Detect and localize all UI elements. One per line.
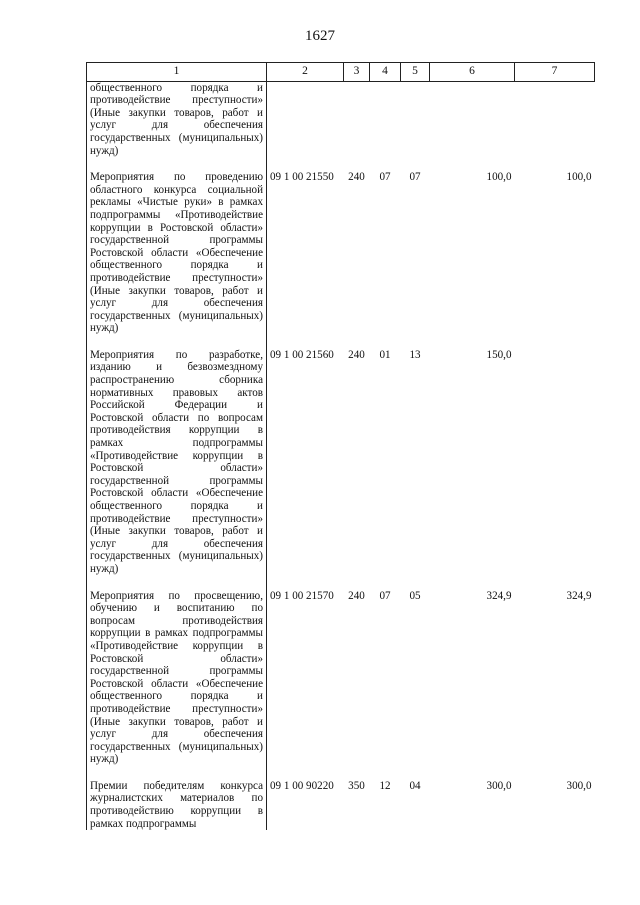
row-sum-year2: 300,0 (566, 779, 592, 792)
row-target-code: 09 1 00 21550 (270, 171, 334, 184)
row-sum-year1: 324,9 (486, 589, 512, 602)
row-sum-year1: 150,0 (486, 348, 512, 361)
row-subsection (401, 81, 430, 165)
row-subsection: 04 (409, 779, 421, 792)
row-section: 07 (379, 589, 391, 602)
column-header: 1 (87, 63, 267, 82)
row-expense-type: 240 (348, 348, 365, 361)
column-header: 4 (370, 63, 401, 82)
budget-table (86, 62, 595, 830)
row-sum-year1: 100,0 (486, 171, 512, 184)
row-description: общественного порядка и противодействие преступности» (Иные закупки товаров, работ и услуг для обеспечения государственных (муниципальных) нужд) (87, 81, 267, 165)
column-header: 6 (430, 63, 515, 82)
row-expense-type: 240 (348, 589, 365, 602)
row-section: 01 (379, 348, 391, 361)
row-target-code: 09 1 00 21570 (270, 589, 334, 602)
column-header: 3 (344, 63, 370, 82)
row-sum-year2: 324,9 (566, 589, 592, 602)
row-target-code (267, 81, 344, 165)
column-header: 5 (401, 63, 430, 82)
table-row (87, 81, 595, 165)
row-sum-year1 (430, 81, 515, 165)
column-header: 7 (515, 63, 595, 82)
table-row (87, 343, 595, 584)
table-header-row (87, 63, 595, 82)
row-target-code: 09 1 00 90220 (270, 779, 334, 792)
page-number: 1627 (305, 28, 335, 44)
row-sum-year1: 300,0 (486, 779, 512, 792)
row-expense-type (344, 81, 370, 165)
row-section: 07 (379, 171, 391, 184)
row-subsection: 05 (409, 589, 421, 602)
row-target-code: 09 1 00 21560 (270, 348, 334, 361)
table-row (87, 774, 595, 830)
row-description: Мероприятия по просвещению, обучению и воспитанию по вопросам противодействия коррупции в рамках подпрограммы «Противодействие коррупции в Ростовской области» государственной программы Ростовской области «Обеспечение общественного порядка и противодействие преступности» (Иные закупки товаров, работ и услуг для обеспечения государственных (муниципальных) нужд) (87, 584, 267, 774)
row-expense-type: 350 (348, 779, 365, 792)
table-row (87, 165, 595, 343)
row-subsection: 13 (409, 348, 421, 361)
row-section (370, 81, 401, 165)
row-description: Мероприятия по проведению областного конкурса социальной рекламы «Чистые руки» в рамках подпрограммы «Противодействие коррупции в Ростовской области» государственной программы Ростовской области «Обеспечение общественного порядка и противодействие преступности» (Иные закупки товаров, работ и услуг для обеспечения государственных (муниципальных) нужд) (87, 165, 267, 343)
row-sum-year2 (515, 81, 595, 165)
row-expense-type: 240 (348, 171, 365, 184)
table-row (87, 584, 595, 774)
column-header: 2 (267, 63, 344, 82)
row-sum-year2 (515, 343, 595, 584)
row-description: Мероприятия по разработке, изданию и безвозмездному распространению сборника нормативных правовых актов Российской Федерации и Ростовской области по вопросам противодействия коррупции в рамках подпрограммы «Противодействие коррупции в Ростовской области» государственной программы Ростовской области «Обеспечение общественного порядка и противодействие преступности» (Иные закупки товаров, работ и услуг для обеспечения государственных (муниципальных) нужд) (87, 343, 267, 584)
row-description: Премии победителям конкурса журналистских материалов по противодействию коррупции в рамках подпрограммы (87, 774, 267, 830)
row-sum-year2: 100,0 (566, 171, 592, 184)
row-subsection: 07 (409, 171, 421, 184)
row-section: 12 (379, 779, 391, 792)
